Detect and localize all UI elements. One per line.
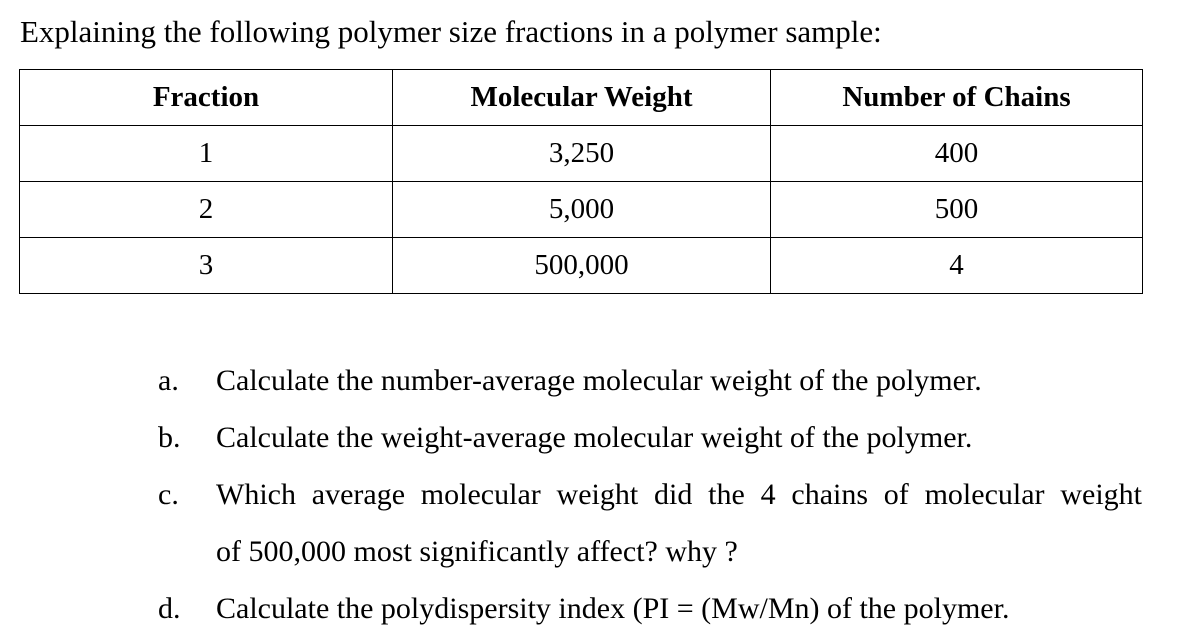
question-d-text: Calculate the polydispersity index (PI = (Mw/Mn) of the polymer. — [216, 592, 1010, 625]
question-list — [0, 352, 1200, 637]
header-number-of-chains: Number of Chains — [771, 70, 1143, 126]
cell-fraction: 3 — [20, 238, 393, 294]
table-row — [20, 182, 1143, 238]
table-row — [20, 238, 1143, 294]
question-d — [0, 580, 1200, 637]
question-c-letter: c. — [158, 478, 179, 511]
cell-fraction: 2 — [20, 182, 393, 238]
cell-fraction: 1 — [20, 126, 393, 182]
question-c-text-line1: Which average molecular weight did the 4 chains of molecular weight — [216, 478, 1142, 511]
cell-molecular-weight: 3,250 — [393, 126, 771, 182]
polymer-fractions-table — [19, 69, 1143, 294]
question-a-text: Calculate the number-average molecular weight of the polymer. — [216, 364, 982, 397]
question-c-text-line2: of 500,000 most significantly affect? why ? — [216, 535, 738, 568]
question-c-continuation — [0, 523, 1200, 580]
question-a-letter: a. — [158, 364, 179, 397]
question-a — [0, 352, 1200, 409]
cell-number-of-chains: 4 — [771, 238, 1143, 294]
header-fraction: Fraction — [20, 70, 393, 126]
question-d-letter: d. — [158, 592, 181, 625]
cell-number-of-chains: 500 — [771, 182, 1143, 238]
cell-molecular-weight: 5,000 — [393, 182, 771, 238]
cell-number-of-chains: 400 — [771, 126, 1143, 182]
cell-molecular-weight: 500,000 — [393, 238, 771, 294]
header-molecular-weight: Molecular Weight — [393, 70, 771, 126]
table-header-row — [20, 70, 1143, 126]
intro-text: Explaining the following polymer size fractions in a polymer sample: — [20, 14, 882, 49]
question-b-letter: b. — [158, 421, 181, 454]
question-b — [0, 409, 1200, 466]
question-c — [0, 466, 1200, 523]
question-b-text: Calculate the weight-average molecular weight of the polymer. — [216, 421, 973, 454]
table-row — [20, 126, 1143, 182]
